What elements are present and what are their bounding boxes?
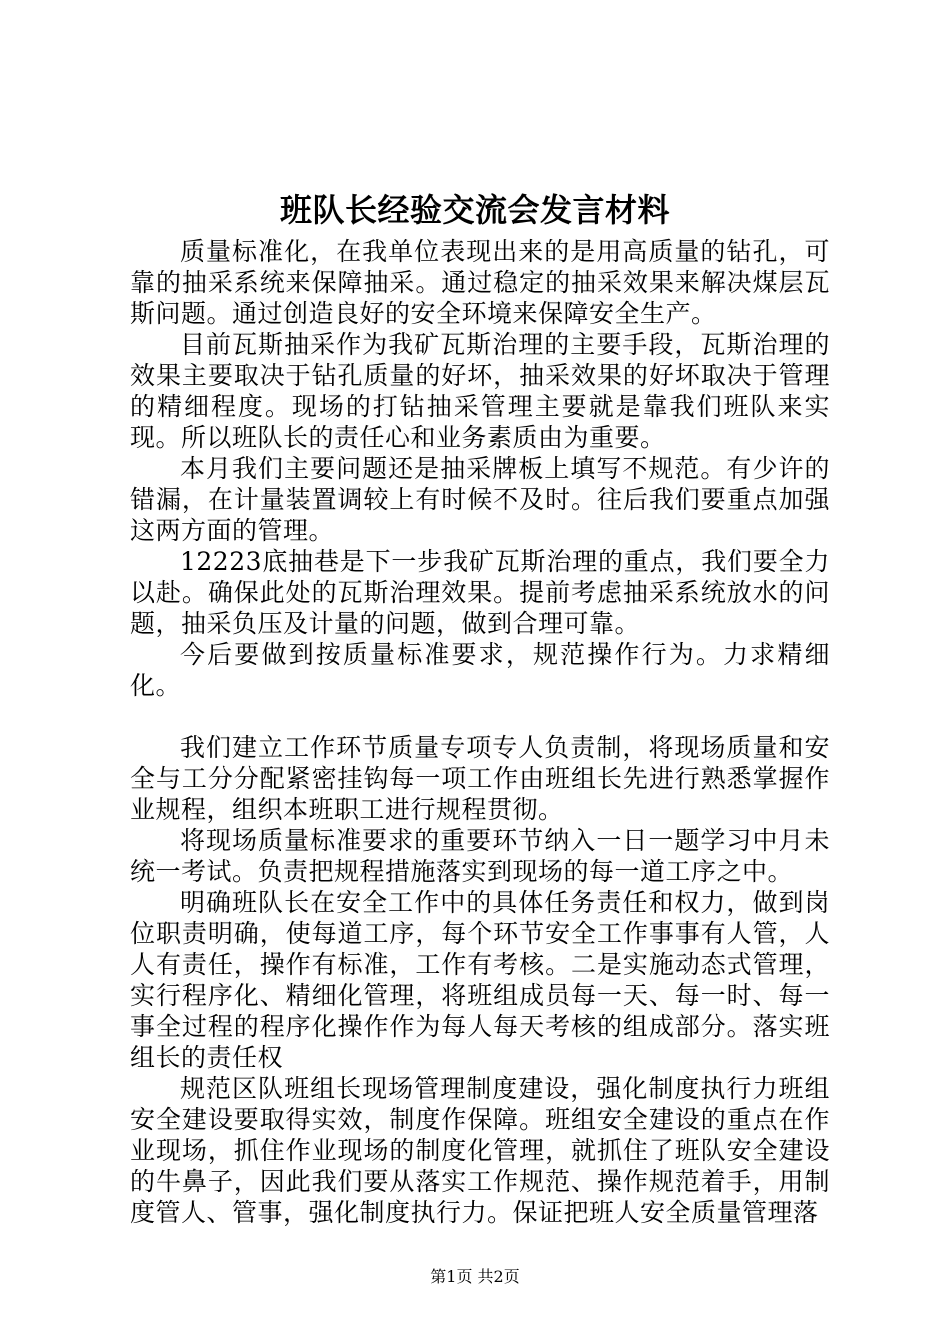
paragraph: 将现场质量标准要求的重要环节纳入一日一题学习中月未统一考试。负责把规程措施落实到现场的每一道工序之中。 xyxy=(130,826,830,886)
paragraph: 规范区队班组长现场管理制度建设，强化制度执行力班组安全建设要取得实效，制度作保障。班组安全建设的重点在作业现场，抓住作业现场的制度化管理，就抓住了班队安全建设的牛鼻子，因此我们要从落实工作规范、操作规范着手，用制度管人、管事，强化制度执行力。保证把班人安全质量管理落 xyxy=(130,1074,830,1227)
paragraph: 目前瓦斯抽采作为我矿瓦斯治理的主要手段，瓦斯治理的效果主要取决于钻孔质量的好坏，抽采效果的好坏取决于管理的精细程度。现场的打钻抽采管理主要就是靠我们班队来实现。所以班队长的责任心和业务素质由为重要。 xyxy=(130,330,830,452)
paragraph: 本月我们主要问题还是抽采牌板上填写不规范。有少许的错漏，在计量装置调较上有时候不及时。往后我们要重点加强这两方面的管理。 xyxy=(130,454,830,545)
paragraph: 12223底抽巷是下一步我矿瓦斯治理的重点，我们要全力以赴。确保此处的瓦斯治理效果。提前考虑抽采系统放水的问题，抽采负压及计量的问题，做到合理可靠。 xyxy=(130,547,830,638)
paragraph: 明确班队长在安全工作中的具体任务责任和权力，做到岗位职责明确，使每道工序，每个环节安全工作事事有人管，人人有责任，操作有标准，工作有考核。二是实施动态式管理，实行程序化、精细化管理，将班组成员每一天、每一时、每一事全过程的程序化操作作为每人每天考核的组成部分。落实班组长的责任权 xyxy=(130,888,830,1072)
paragraph-spacer xyxy=(130,701,830,732)
paragraph: 今后要做到按质量标准要求，规范操作行为。力求精细化。 xyxy=(130,640,830,700)
page-footer: 第1页 共2页 xyxy=(430,1267,520,1286)
paragraph: 质量标准化，在我单位表现出来的是用高质量的钻孔，可靠的抽采系统来保障抽采。通过稳定的抽采效果来解决煤层瓦斯问题。通过创造良好的安全环境来保障安全生产。 xyxy=(130,237,830,328)
document-body xyxy=(130,236,830,1228)
paragraph: 我们建立工作环节质量专项专人负责制，将现场质量和安全与工分分配紧密挂钩每一项工作由班组长先进行熟悉掌握作业规程，组织本班职工进行规程贯彻。 xyxy=(130,733,830,824)
document-title: 班队长经验交流会发言材料 xyxy=(279,191,670,229)
